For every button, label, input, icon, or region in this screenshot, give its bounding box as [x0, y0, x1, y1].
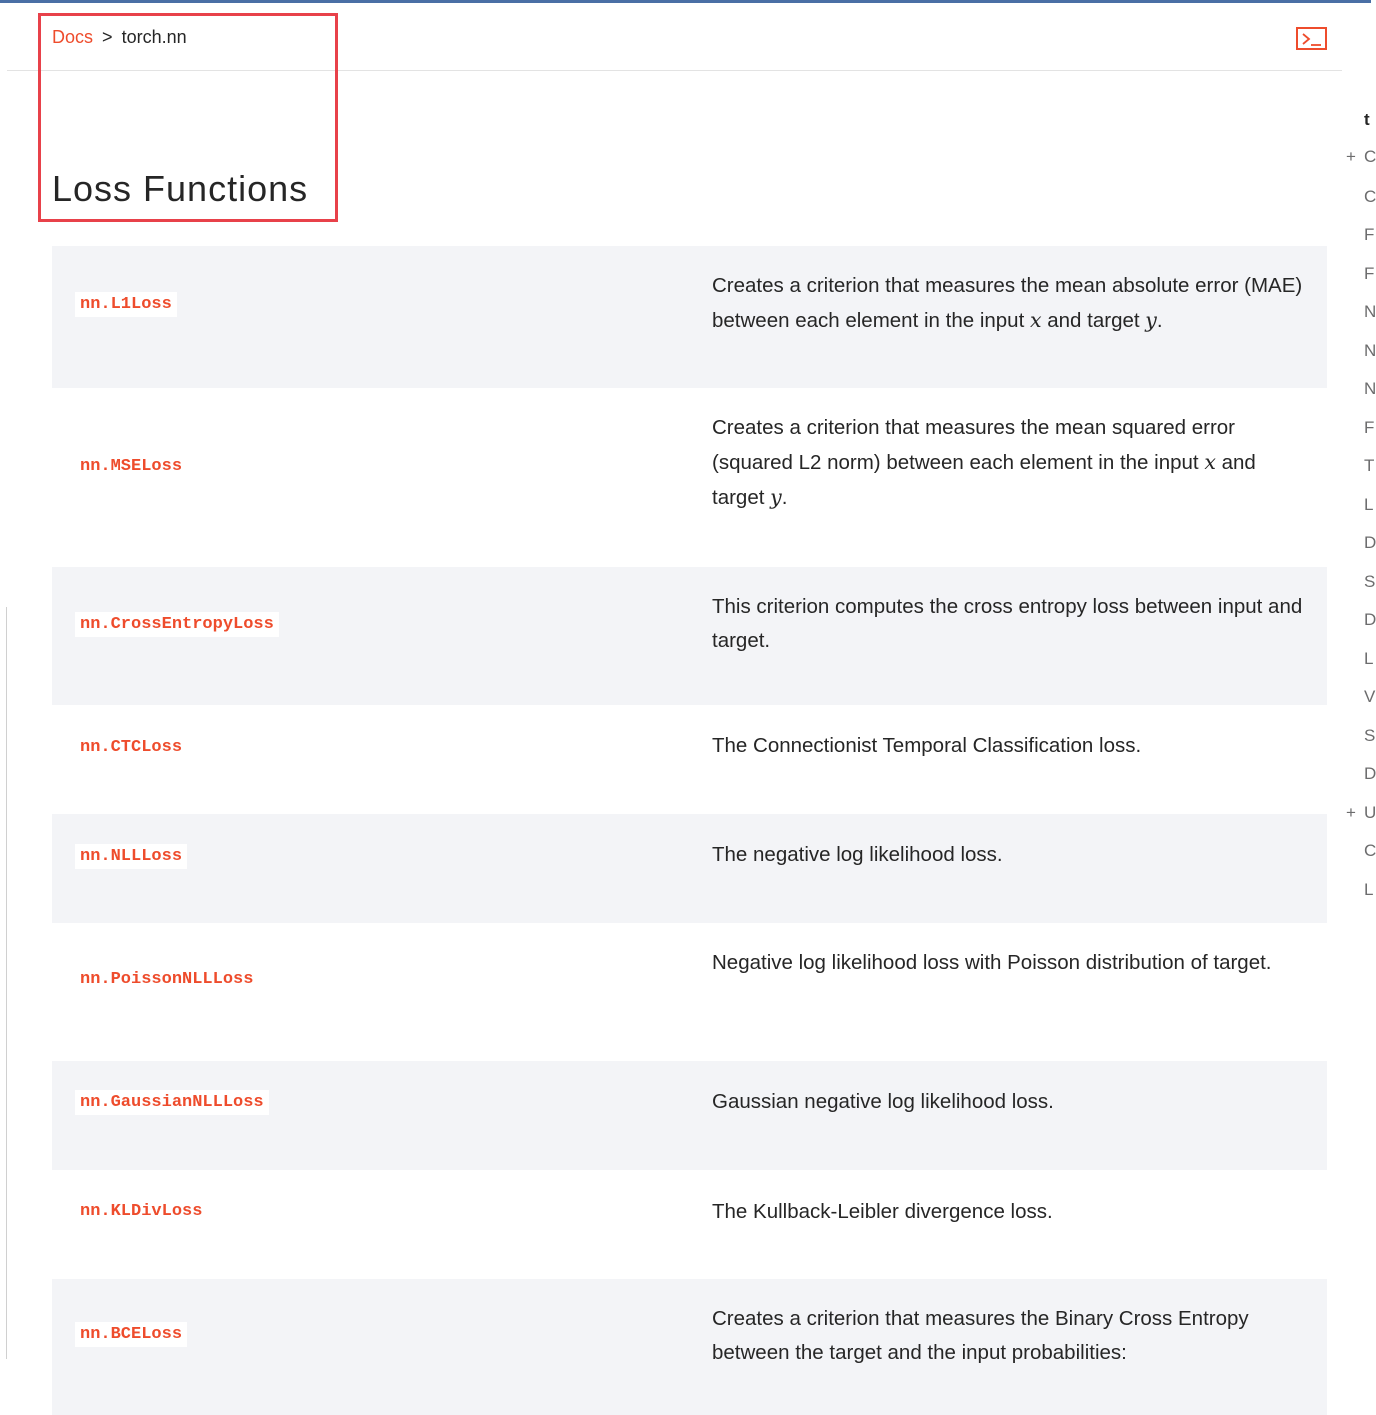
- toc-item[interactable]: L: [1364, 649, 1374, 668]
- breadcrumb-separator: >: [102, 27, 113, 47]
- toc-title: t: [1364, 110, 1370, 129]
- function-description: Gaussian negative log likelihood loss.: [712, 1090, 1054, 1113]
- function-description: This criterion computes the cross entropy loss between input and target.: [712, 595, 1303, 652]
- toc-item[interactable]: T: [1364, 456, 1375, 475]
- table-row: [52, 567, 1327, 705]
- toc-item[interactable]: N: [1364, 302, 1376, 321]
- function-link[interactable]: nn.KLDivLoss: [75, 1199, 207, 1224]
- toc-item[interactable]: C: [1364, 147, 1376, 166]
- toc-item[interactable]: L: [1364, 495, 1374, 514]
- table-row: [52, 1279, 1327, 1415]
- table-row: [52, 246, 1327, 388]
- function-link[interactable]: nn.MSELoss: [75, 454, 187, 479]
- page-title: Loss Functions: [52, 168, 309, 209]
- function-link[interactable]: nn.BCELoss: [75, 1322, 187, 1347]
- table-row: [52, 388, 1327, 567]
- function-description: Creates a criterion that measures the Binary Cross Entropy between the target and the input probabilities:: [712, 1307, 1249, 1364]
- left-divider: [6, 607, 7, 1359]
- function-link[interactable]: nn.NLLLoss: [75, 844, 187, 869]
- toc-item[interactable]: U: [1364, 803, 1376, 822]
- terminal-icon[interactable]: [1296, 27, 1327, 50]
- toc-expand-toggle[interactable]: +: [1346, 803, 1356, 822]
- table-row: [52, 1170, 1327, 1279]
- table-of-contents: [1342, 100, 1376, 920]
- breadcrumb-current: torch.nn: [121, 27, 187, 47]
- toc-item[interactable]: N: [1364, 341, 1376, 360]
- function-description: Creates a criterion that measures the mean absolute error (MAE) between each element in the input x and target y.: [712, 274, 1303, 332]
- toc-item[interactable]: C: [1364, 841, 1376, 860]
- toc-item[interactable]: D: [1364, 533, 1376, 552]
- function-description: Negative log likelihood loss with Poisson distribution of target.: [712, 951, 1272, 974]
- function-link[interactable]: nn.GaussianNLLLoss: [75, 1090, 269, 1115]
- function-link[interactable]: nn.L1Loss: [75, 292, 177, 317]
- table-row: [52, 814, 1327, 923]
- toc-expand-toggle[interactable]: +: [1346, 147, 1356, 166]
- toc-item[interactable]: S: [1364, 572, 1376, 591]
- toc-item[interactable]: F: [1364, 225, 1375, 244]
- function-link[interactable]: nn.CrossEntropyLoss: [75, 612, 279, 637]
- function-description: The Connectionist Temporal Classification loss.: [712, 734, 1142, 757]
- toc-item[interactable]: F: [1364, 418, 1375, 437]
- table-row: [52, 923, 1327, 1061]
- table-row: [52, 1061, 1327, 1170]
- toc-item[interactable]: S: [1364, 726, 1376, 745]
- toc-item[interactable]: D: [1364, 764, 1376, 783]
- function-description: The negative log likelihood loss.: [712, 843, 1003, 866]
- toc-item[interactable]: C: [1364, 187, 1376, 206]
- function-description: Creates a criterion that measures the mean squared error (squared L2 norm) between each element in the input x and target y.: [712, 416, 1256, 509]
- breadcrumb-docs-link[interactable]: Docs: [52, 27, 94, 47]
- toc-item[interactable]: L: [1364, 880, 1374, 899]
- function-link[interactable]: nn.PoissonNLLLoss: [75, 967, 258, 992]
- toc-item[interactable]: N: [1364, 379, 1376, 398]
- toc-item[interactable]: V: [1364, 687, 1376, 706]
- toc-item[interactable]: F: [1364, 264, 1375, 283]
- toc-item[interactable]: D: [1364, 610, 1376, 629]
- function-link[interactable]: nn.CTCLoss: [75, 735, 187, 760]
- table-row: [52, 705, 1327, 814]
- function-description: The Kullback-Leibler divergence loss.: [712, 1200, 1053, 1223]
